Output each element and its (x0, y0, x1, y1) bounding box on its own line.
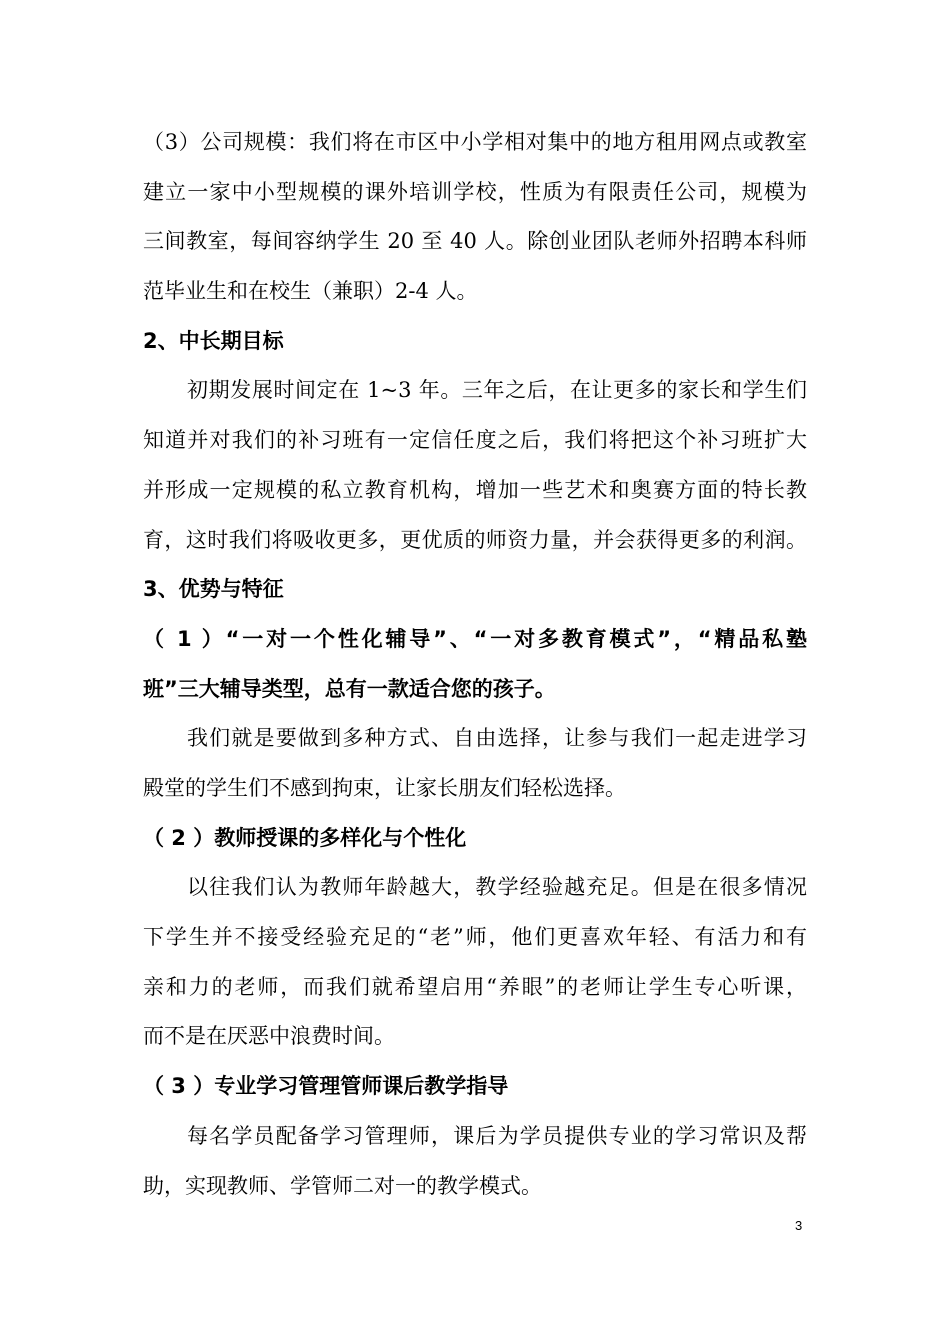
paragraph-line: 我们就是要做到多种方式、自由选择，让参与我们一起走进学习 (187, 726, 807, 750)
paragraph-line: 并形成一定规模的私立教育机构，增加一些艺术和奥赛方面的特长教 (143, 478, 807, 502)
subheading-line: （ 2 ）教师授课的多样化与个性化 (143, 826, 467, 850)
paragraph-line: 初期发展时间定在 1~3 年。三年之后，在让更多的家长和学生们 (187, 378, 807, 402)
paragraph-line: （3）公司规模：我们将在市区中小学相对集中的地方租用网点或教室 (143, 130, 807, 154)
page-number: 3 (795, 1218, 803, 1233)
subheading-line: 班”三大辅导类型，总有一款适合您的孩子。 (143, 677, 556, 701)
section-heading: 2、中长期目标 (143, 329, 284, 353)
paragraph-line: 亲和力的老师，而我们就希望启用“养眼”的老师让学生专心听课， (143, 975, 807, 999)
paragraph-line: 而不是在厌恶中浪费时间。 (143, 1024, 395, 1048)
paragraph-line: 育，这时我们将吸收更多，更优质的师资力量，并会获得更多的利润。 (143, 528, 807, 552)
paragraph-line: 以往我们认为教师年龄越大，教学经验越充足。但是在很多情况 (187, 875, 807, 899)
paragraph-line: 知道并对我们的补习班有一定信任度之后，我们将把这个补习班扩大 (143, 428, 807, 452)
paragraph-line: 每名学员配备学习管理师，课后为学员提供专业的学习常识及帮 (187, 1124, 807, 1148)
subheading-line: （ 1 ）“一对一个性化辅导”、“一对多教育模式”，“精品私塾 (143, 627, 807, 651)
section-heading: 3、优势与特征 (143, 577, 284, 601)
paragraph-line: 三间教室，每间容纳学生 20 至 40 人。除创业团队老师外招聘本科师 (143, 229, 807, 253)
paragraph-line: 建立一家中小型规模的课外培训学校，性质为有限责任公司，规模为 (143, 180, 807, 204)
subheading-line: （ 3 ）专业学习管理管师课后教学指导 (143, 1074, 509, 1098)
paragraph-line: 助，实现教师、学管师二对一的教学模式。 (143, 1174, 542, 1198)
paragraph-line: 殿堂的学生们不感到拘束，让家长朋友们轻松选择。 (143, 776, 626, 800)
paragraph-line: 下学生并不接受经验充足的“老”师，他们更喜欢年轻、有活力和有 (143, 925, 807, 949)
paragraph-line: 范毕业生和在校生（兼职）2-4 人。 (143, 279, 478, 303)
